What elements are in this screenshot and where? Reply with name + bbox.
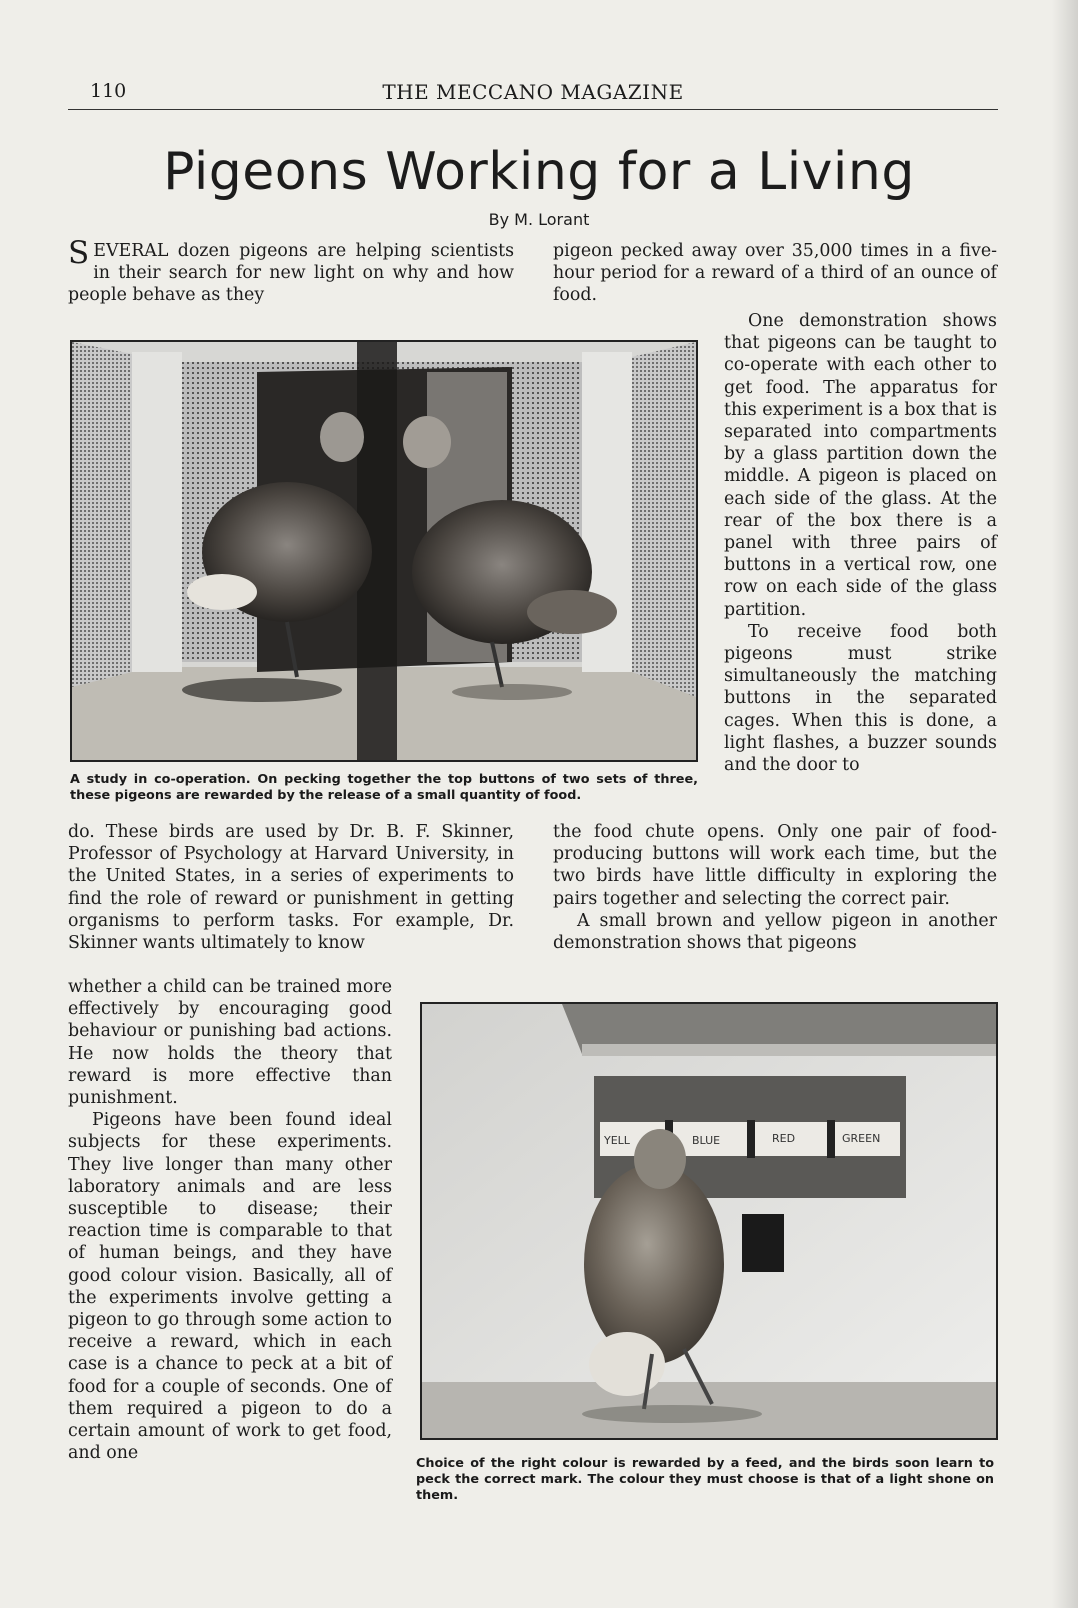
drop-cap: S bbox=[68, 235, 90, 271]
paragraph: A small brown and yellow pigeon in another demonstration shows that pigeons bbox=[553, 910, 997, 954]
paragraph: do. These birds are used by Dr. B. F. Skinner, Professor of Psychology at Harvard University, in the United States, in a series of experiments to find the role of reward or punishment in getting organisms to perform tasks. For example, Dr. Skinner wants ultimately to know bbox=[68, 822, 514, 954]
colour-label-green: GREEN bbox=[842, 1132, 881, 1145]
column-2-top bbox=[553, 240, 997, 307]
page-header bbox=[68, 76, 998, 106]
column-right-narrow bbox=[724, 310, 997, 776]
photo-pigeon-colour-choice bbox=[420, 1002, 998, 1440]
colour-label-red: RED bbox=[772, 1132, 796, 1145]
photo-illustration bbox=[72, 342, 696, 760]
colour-label-yellow: YELL bbox=[604, 1134, 630, 1147]
article-byline: By M. Lorant bbox=[488, 210, 590, 229]
colour-label-blue: BLUE bbox=[692, 1134, 721, 1147]
header-rule bbox=[68, 109, 998, 110]
paragraph: pigeon pecked away over 35,000 times in a five-hour period for a reward of a third of an ounce of food. bbox=[553, 241, 997, 306]
paragraph: One demonstration shows that pigeons can be taught to co-operate with each other to get food. The apparatus for this experiment is a box that is separated into compartments by a glass partition down the middle. A pigeon is placed on each side of the glass. At the rear of the box there is a panel with three pairs of buttons in a vertical row, one row on each side of the glass partition. bbox=[724, 311, 997, 620]
page-edge-shadow bbox=[1052, 0, 1078, 1608]
paragraph bbox=[68, 235, 514, 307]
paragraph-text: EVERAL dozen pigeons are helping scientists in their search for new light on why and how people behave as they bbox=[68, 241, 514, 306]
paragraph: Pigeons have been found ideal subjects for these experiments. They live longer than many other laboratory animals and are less susceptible to disease; their reaction time is comparable to that of human beings, and they have good colour vision. Basically, all of the experiments involve getting a pigeon to go through some action to receive a reward, which in each case is a chance to peck at a bit of food for a couple of seconds. One of them required a pigeon to do a certain amount of work to get food, and one bbox=[68, 1110, 392, 1464]
paragraph: the food chute opens. Only one pair of food-producing buttons will work each time, but the two birds have little difficulty in exploring the pairs together and selecting the correct pair. bbox=[553, 822, 997, 909]
article-title: Pigeons Working for a Living bbox=[163, 142, 915, 202]
column-1-bottom bbox=[68, 976, 392, 1464]
magazine-title: THE MECCANO MAGAZINE bbox=[382, 80, 684, 104]
paragraph: To receive food both pigeons must strike simultaneously the matching buttons in the separated cages. When this is done, a light flashes, a buzzer sounds and the door to bbox=[724, 621, 997, 776]
page-number: 110 bbox=[90, 80, 127, 102]
photo-illustration bbox=[422, 1004, 996, 1438]
photo-2-caption: Choice of the right colour is rewarded by a feed, and the birds soon learn to peck the correct mark. The colour they must choose is that of a light shone on them. bbox=[416, 1456, 994, 1503]
paragraph: whether a child can be trained more effectively by encouraging good behaviour or punishing bad actions. He now holds the theory that reward is more effective than punishment. bbox=[68, 977, 392, 1109]
column-1-mid bbox=[68, 821, 514, 954]
column-1-top bbox=[68, 235, 514, 307]
photo-pigeons-cooperation bbox=[70, 340, 698, 762]
photo-1-caption: A study in co-operation. On pecking together the top buttons of two sets of three, these pigeons are rewarded by the release of a small quantity of food. bbox=[70, 772, 698, 803]
column-2-mid bbox=[553, 821, 997, 954]
